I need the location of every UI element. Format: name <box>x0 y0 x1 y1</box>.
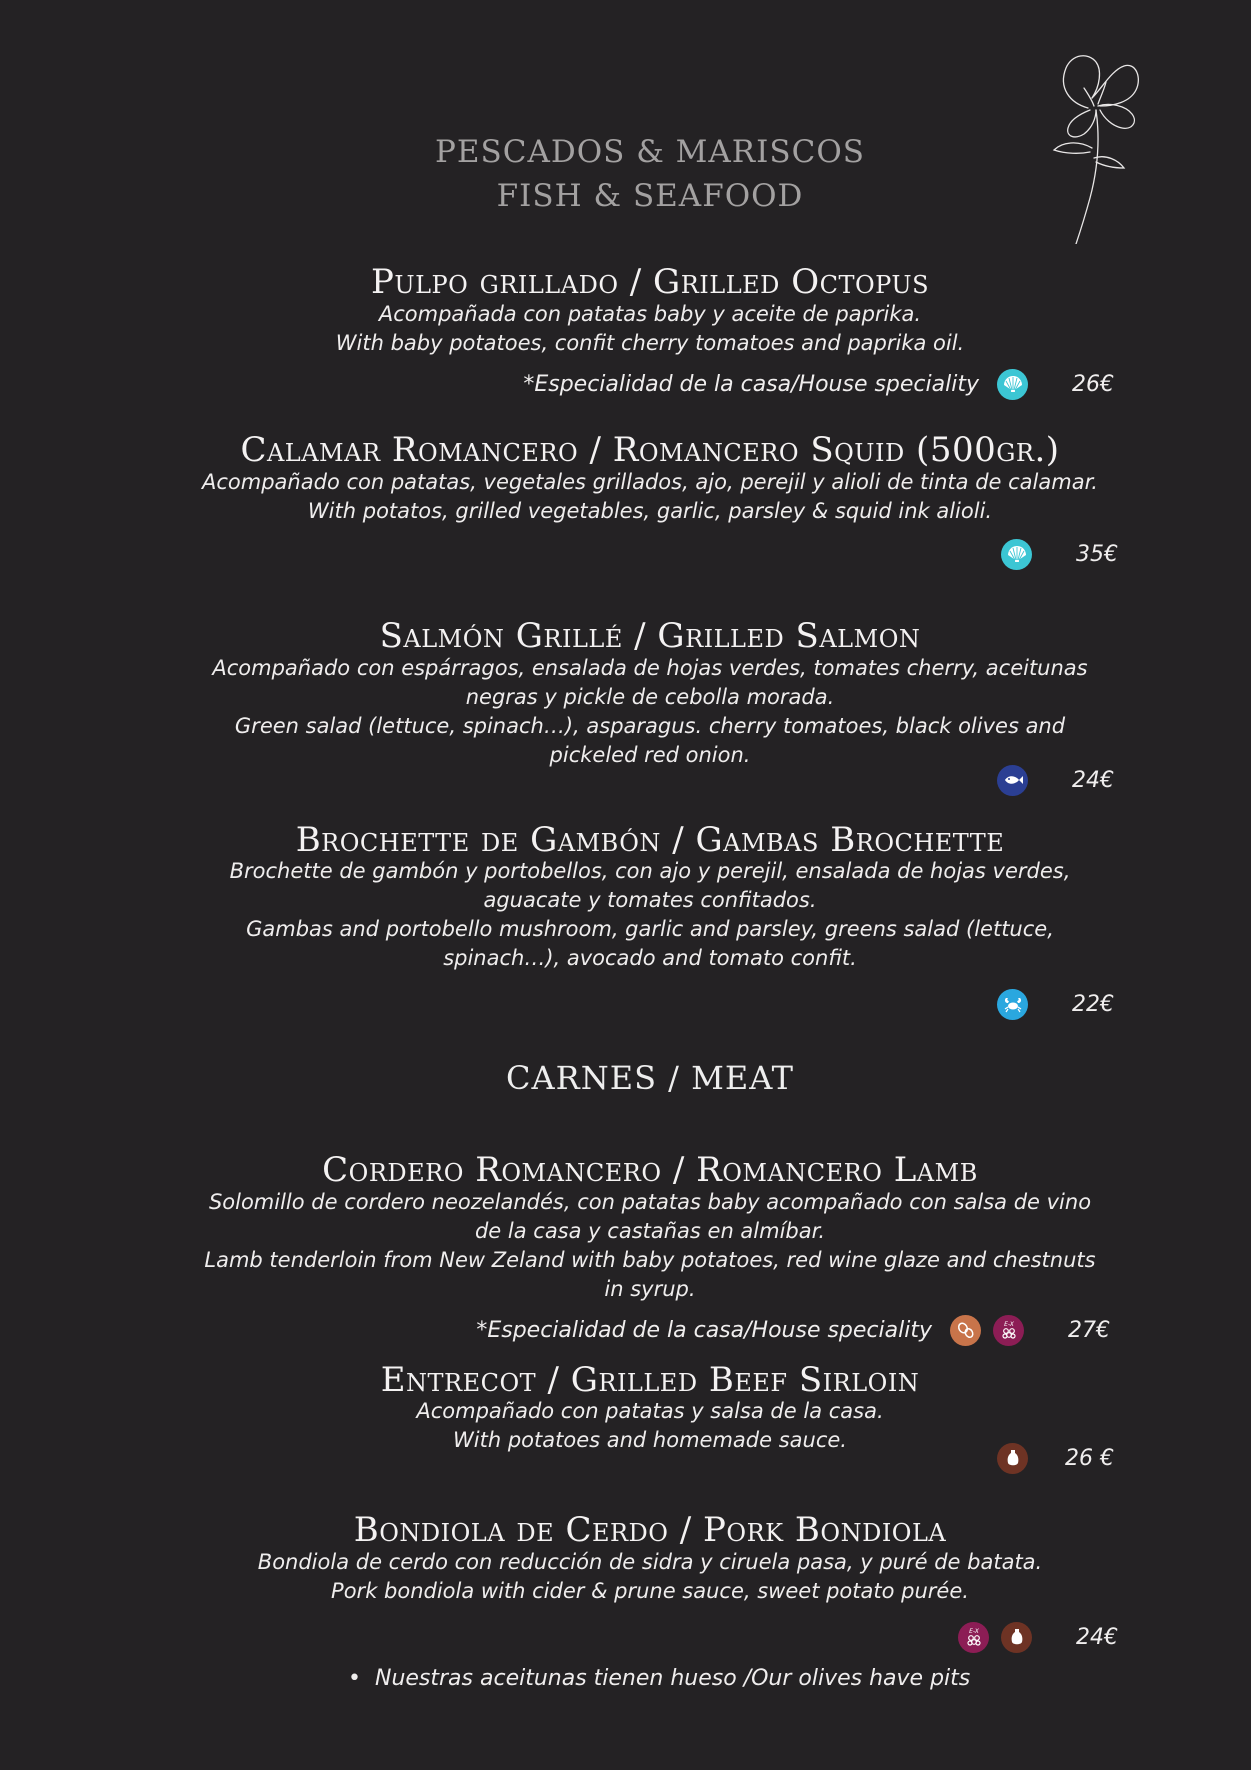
fish-title-es: PESCADOS & MARISCOS <box>435 134 865 170</box>
dish-title: Salmón Grillé / Grilled Salmon <box>379 616 921 656</box>
description-line: aguacate y tomates confitados. <box>483 888 817 912</box>
price-row <box>1001 537 1118 571</box>
description-line: Gambas and portobello mushroom, garlic and parsley, greens salad (lettuce, <box>246 917 1054 941</box>
dairy-icon <box>1001 1622 1032 1653</box>
dish-description <box>170 654 1130 770</box>
description-line: With potatos, grilled vegetables, garlic, parsley & squid ink alioli. <box>307 499 993 523</box>
dish-price: 35€ <box>1076 541 1118 567</box>
description-line: negras y pickle de cebolla morada. <box>465 685 835 709</box>
description-line: With potatoes and homemade sauce. <box>453 1428 847 1452</box>
svg-text:E-X: E-X <box>1003 1321 1014 1328</box>
fish-section-title <box>0 130 1251 218</box>
description-line: in syrup. <box>604 1277 696 1301</box>
dish-price: 24€ <box>1072 767 1114 793</box>
sulphites-icon <box>958 1622 989 1653</box>
dish-title: Calamar Romancero / Romancero Squid (500gr.) <box>240 430 1060 470</box>
dish-price: 24€ <box>1076 1624 1118 1650</box>
dish-title: Bondiola de Cerdo / Pork Bondiola <box>353 1510 947 1550</box>
house-speciality-note: *Especialidad de la casa/House speciality <box>523 371 979 397</box>
description-line: Acompañado con patatas, vegetales grillados, ajo, perejil y alioli de tinta de calamar. <box>202 470 1098 494</box>
dish-description <box>170 1397 1130 1455</box>
dish-description <box>170 1188 1130 1304</box>
olives-note-text: Nuestras aceitunas tienen hueso /Our olives have pits <box>374 1666 971 1691</box>
shell-icon <box>997 369 1028 400</box>
dish-title: Entrecot / Grilled Beef Sirloin <box>380 1360 920 1400</box>
price-row <box>523 367 1114 401</box>
description-line: Pork bondiola with cider & prune sauce, sweet potato purée. <box>331 1579 969 1603</box>
description-line: pickeled red onion. <box>549 743 751 767</box>
dish-description <box>170 857 1130 973</box>
crab-icon <box>997 989 1028 1020</box>
meat-section-title: CARNES / MEAT <box>506 1059 794 1097</box>
svg-text:E-X: E-X <box>968 1628 979 1635</box>
dish-price: 22€ <box>1072 991 1114 1017</box>
price-row <box>997 1441 1114 1475</box>
nuts-icon <box>950 1315 981 1346</box>
fish-icon <box>997 765 1028 796</box>
description-line: de la casa y castañas en almíbar. <box>474 1219 826 1243</box>
dish-price: 26€ <box>1072 371 1114 397</box>
dish-description <box>170 1548 1130 1606</box>
price-row <box>997 763 1114 797</box>
description-line: Green salad (lettuce, spinach…), asparagus. cherry tomatoes, black olives and <box>234 714 1066 738</box>
price-row <box>476 1313 1110 1347</box>
sulphites-icon <box>993 1315 1024 1346</box>
house-speciality-note: *Especialidad de la casa/House speciality <box>476 1317 932 1343</box>
price-row <box>958 1620 1118 1654</box>
dairy-icon <box>997 1443 1028 1474</box>
description-line: Bondiola de cerdo con reducción de sidra y ciruela pasa, y puré de batata. <box>257 1550 1043 1574</box>
olives-note <box>348 1666 970 1691</box>
description-line: Acompañado con patatas y salsa de la casa. <box>416 1399 884 1423</box>
shell-icon <box>1001 539 1032 570</box>
description-line: spinach…), avocado and tomato confit. <box>443 946 857 970</box>
description-line: Lamb tenderloin from New Zeland with baby potatoes, red wine glaze and chestnuts <box>204 1248 1096 1272</box>
price-row <box>997 987 1114 1021</box>
description-line: Acompañada con patatas baby y aceite de paprika. <box>378 302 922 326</box>
fish-title-en: FISH & SEAFOOD <box>496 178 804 214</box>
description-line: Solomillo de cordero neozelandés, con patatas baby acompañado con salsa de vino <box>208 1190 1092 1214</box>
dish-title: Cordero Romancero / Romancero Lamb <box>322 1150 978 1190</box>
description-line: Acompañado con espárragos, ensalada de hojas verdes, tomates cherry, aceitunas <box>212 656 1088 680</box>
dish-price: 27€ <box>1068 1317 1110 1343</box>
description-line: Brochette de gambón y portobellos, con ajo y perejil, ensalada de hojas verdes, <box>229 859 1071 883</box>
dish-price: 26 € <box>1065 1445 1114 1471</box>
dish-title: Brochette de Gambón / Gambas Brochette <box>295 820 1005 860</box>
description-line: With baby potatoes, confit cherry tomatoes and paprika oil. <box>335 331 965 355</box>
bullet: • <box>348 1666 361 1691</box>
dish-description <box>170 300 1130 358</box>
dish-title: Pulpo grillado / Grilled Octopus <box>370 262 930 302</box>
dish-description <box>170 468 1130 526</box>
